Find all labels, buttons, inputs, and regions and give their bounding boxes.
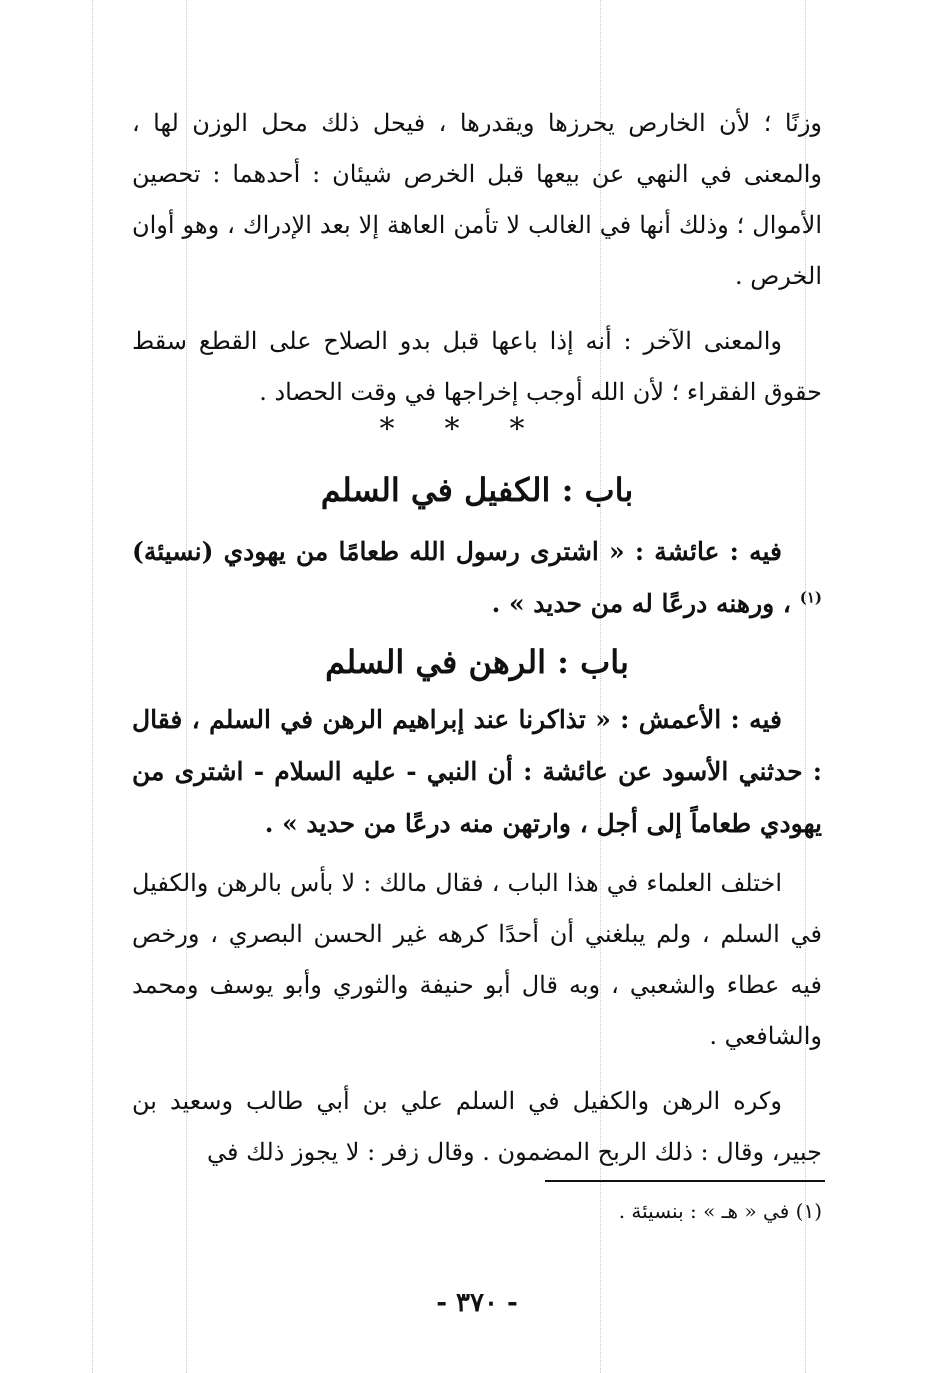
footnote: (١) في « هـ » : بنسيئة . xyxy=(618,1199,822,1223)
paragraph-2: والمعنى الآخر : أنه إذا باعها قبل بدو الصلاح على القطع سقط حقوق الفقراء ؛ لأن الله أوجب إخراجها في وقت الحصاد . xyxy=(132,327,822,406)
page-number: - ٣٧٠ - xyxy=(436,1288,518,1318)
hadith-aisha xyxy=(132,526,822,630)
hadith-amash: فيه : الأعمش : « تذاكرنا عند إبراهيم الرهن في السلم ، فقال : حدثني الأسود عن عائشة : أن النبي - عليه السلام - اشترى من يهودي طعاماً إلى أجل ، وارتهن منه درعًا من حديد » . xyxy=(132,705,822,838)
paragraph-disliked: وكره الرهن والكفيل في السلم علي بن أبي طالب وسعيد بن جبير، وقال : ذلك الربح المضمون . وقال زفر : لا يجوز ذلك في xyxy=(132,1087,822,1166)
hadith-text-end: ، ورهنه درعًا له من حديد » . xyxy=(491,589,800,618)
top-text-block xyxy=(132,98,822,418)
paragraph-1: وزنًا ؛ لأن الخارص يحرزها ويقدرها ، فيحل ذلك محل الوزن لها ، والمعنى في النهي عن بيعها قبل الخرص شيئان : أحدهما : تحصين الأموال ؛ وذلك أنها في الغالب لا تأمن العاهة إلا بعد الإدراك ، وهو أوان الخرص . xyxy=(132,109,822,290)
footnote-marker: (١) xyxy=(799,588,822,607)
section-divider: *** xyxy=(379,412,575,447)
scan-guide-line xyxy=(92,0,93,1373)
section-heading-guarantor: باب : الكفيل في السلم xyxy=(320,471,634,509)
hadith-block-1 xyxy=(132,526,822,630)
section-heading-pledge: باب : الرهن في السلم xyxy=(325,643,629,681)
paragraph-scholars: اختلف العلماء في هذا الباب ، فقال مالك : لا بأس بالرهن والكفيل في السلم ، ولم يبلغني أن أحدًا كرهه غير الحسن البصري ، ورخص فيه عطاء والشعبي ، وبه قال أبو حنيفة والثوري وأبو يوسف ومحمد والشافعي . xyxy=(132,869,822,1050)
hadith-text: فيه : عائشة : « اشترى رسول الله طعامًا من يهودي (نسيئة) xyxy=(132,537,782,566)
discussion-block xyxy=(132,858,822,1178)
hadith-block-2 xyxy=(132,694,822,850)
footnote-separator xyxy=(545,1180,825,1182)
